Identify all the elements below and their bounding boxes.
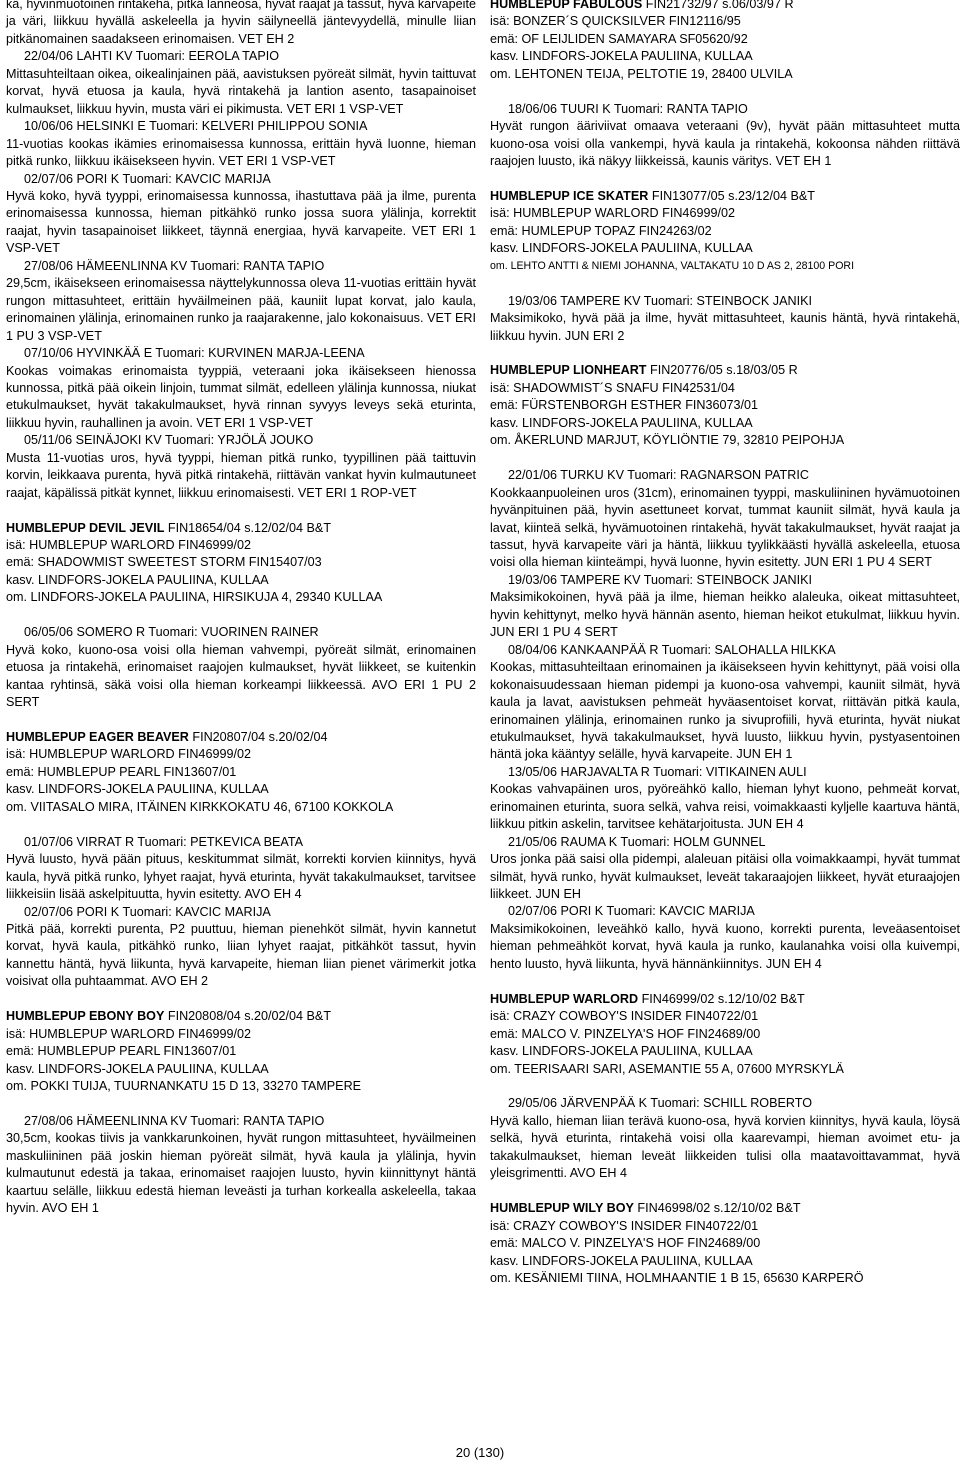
dog-name-line	[6, 729, 476, 746]
line-text: Musta 11-vuotias uros, hyvä tyyppi, hieman pitkä runko, tyypillinen pää taittuvin korvin, leikkaava purenta, hyvä pitkä rintakehä, riittävän vankat hyvin kulmautuneet raajat, käpälissä pitkät kynnet, liikkuu erinomaisesti. VET ERI 1 ROP-VET	[6, 450, 476, 500]
text-paragraph	[490, 48, 960, 65]
line-text: FIN20808/04 s.20/02/04 B&T	[164, 1009, 332, 1024]
text-paragraph	[6, 537, 476, 554]
dog-name: HUMBLEPUP WILY BOY	[490, 1201, 634, 1216]
text-paragraph	[6, 1130, 476, 1217]
text-paragraph	[6, 851, 476, 903]
text-paragraph	[6, 275, 476, 345]
line-text: isä: HUMBLEPUP WARLORD FIN46999/02	[6, 1026, 251, 1041]
line-text: om. LEHTONEN TEIJA, PELTOTIE 19, 28400 ULVILA	[490, 66, 793, 81]
line-text: 22/04/06 LAHTI KV Tuomari: EEROLA TAPIO	[24, 49, 280, 64]
line-text: kasv. LINDFORS-JOKELA PAULIINA, KULLAA	[490, 241, 753, 256]
line-text: om. POKKI TUIJA, TUURNANKATU 15 D 13, 33270 TAMPERE	[6, 1079, 362, 1094]
dog-name-line	[6, 1008, 476, 1025]
dog-name: HUMBLEPUP EAGER BEAVER	[6, 729, 189, 744]
line-text: 27/08/06 HÄMEENLINNA KV Tuomari: RANTA TAPIO	[24, 1113, 325, 1128]
text-paragraph	[490, 1061, 960, 1078]
text-paragraph	[6, 746, 476, 763]
show-judge-line	[6, 624, 476, 641]
text-paragraph	[490, 851, 960, 903]
text-paragraph	[490, 380, 960, 397]
dog-name: HUMBLEPUP LIONHEART	[490, 363, 647, 378]
text-paragraph	[6, 0, 476, 48]
dog-name-line	[490, 0, 960, 13]
line-text: emä: HUMBLEPUP PEARL FIN13607/01	[6, 764, 237, 779]
text-paragraph	[490, 205, 960, 222]
text-paragraph	[490, 485, 960, 572]
line-text: Hyvä koko, hyvä tyyppi, erinomaisessa kunnossa, ihastuttava pää ja ilme, purenta erinomaisessa kunnossa, hieman pitkähkö runko jossa suora ylälinja, korrektit raajat, hyvin tasapainoiset liikkeet, täynnä energiaa, hyvä karvapeite. VET ERI 1 VSP-VET	[6, 188, 476, 256]
text-paragraph	[6, 363, 476, 433]
line-text: FIN20807/04 s.20/02/04	[188, 729, 328, 744]
show-judge-line	[490, 101, 960, 118]
line-text: isä: CRAZY COWBOY'S INSIDER FIN40722/01	[490, 1009, 759, 1024]
line-text: 02/07/06 PORI K Tuomari: KAVCIC MARIJA	[24, 904, 271, 919]
dog-name-line	[490, 1200, 960, 1217]
spacer	[490, 1183, 960, 1200]
text-paragraph	[6, 799, 476, 816]
show-judge-line	[490, 572, 960, 589]
text-paragraph	[490, 1235, 960, 1252]
line-text: 06/05/06 SOMERO R Tuomari: VUORINEN RAINER	[24, 625, 319, 640]
document-page	[4, 0, 960, 1467]
spacer	[490, 973, 960, 990]
line-text: emä: MALCO V. PINZELYA'S HOF FIN24689/00	[490, 1026, 761, 1041]
text-paragraph	[490, 1026, 960, 1043]
show-judge-line	[6, 904, 476, 921]
line-text: kä, hyvinmuotoinen rintakehä, pitkä lanneosa, hyvät raajat ja tassut, hyvä karvapeite ja väri, liikkuu hyvällä askeleella ja hyvin säilyneellä jäntevyydellä, minulle liian pitkänomainen saadakseen erinomaisen. VET EH 2	[6, 0, 476, 46]
text-paragraph	[490, 66, 960, 83]
text-paragraph	[490, 415, 960, 432]
spacer	[6, 607, 476, 624]
show-judge-line	[490, 834, 960, 851]
text-paragraph	[6, 572, 476, 589]
text-paragraph	[490, 13, 960, 30]
line-text: emä: OF LEIJLIDEN SAMAYARA SF05620/92	[490, 31, 748, 46]
line-text: Kookas, mittasuhteiltaan erinomainen ja ikäisekseen hyvin kehittynyt, pää voisi olla kokonaisuudessaan hieman pidempi ja kuono-osa vahvempi, kauniit silmät, hyvä kaula ja lavat, aavistuksen pehmeät hyväasentoiset korvat, riittävän pitkä kaula, erinomainen ylälinja, erinomainen runko ja sivuprofiili, hyvä eturinta, hyvät niukat etukulmaukset, hyvä takakulmaukset, hyvä luusto, liikkuu hyvin, pystyasentoinen häntä joka kääntyy selälle, hyvä karvapeite. JUN EH 1	[490, 660, 960, 762]
text-paragraph	[490, 240, 960, 257]
line-text: isä: HUMBLEPUP WARLORD FIN46999/02	[6, 747, 251, 762]
line-text: Kookas voimakas erinomaista tyyppiä, veteraani joka ikäisekseen hienossa kunnossa, pitkä pää oikein linjoin, tummat silmät, edelleen ylälinja kunnossa, niukat etukulmaukset, hyvät takakulmaukset, hyvä rinnan syvyys leveys sekä eturinta, liikkuu hyvin, rauhallinen ja avoin. VET ERI 1 VSP-VET	[6, 363, 476, 430]
line-text: kasv. LINDFORS-JOKELA PAULIINA, KULLAA	[6, 782, 269, 797]
line-text: Pitkä pää, korrekti purenta, P2 puuttuu, hieman pienehköt silmät, hyvin kannetut korvat, hyvä kaula, pitkähkö runko, liian lyhyet raajat, pitkähköt tassut, hyvin kannettu häntä, hyvä liikunta, hyvä karvapeite, hieman liian pienet värimerkit jotka voisivat olla puhtaammat. AVO EH 2	[6, 921, 476, 989]
line-text: kasv. LINDFORS-JOKELA PAULIINA, KULLAA	[6, 1061, 269, 1076]
show-judge-line	[490, 642, 960, 659]
line-text: kasv. LINDFORS-JOKELA PAULIINA, KULLAA	[6, 572, 269, 587]
dog-name-line	[490, 362, 960, 379]
text-paragraph	[490, 31, 960, 48]
line-text: 11-vuotias kookas ikämies erinomaisessa kunnossa, erittäin hyvä luonne, hieman pitkä runko, liikkuu ikäisekseen hyvin. VET ERI 1 VSP-VET	[6, 136, 476, 169]
text-paragraph	[490, 1043, 960, 1060]
dog-name: HUMBLEPUP FABULOUS	[490, 0, 643, 11]
text-paragraph	[6, 136, 476, 171]
line-text: kasv. LINDFORS-JOKELA PAULIINA, KULLAA	[490, 1253, 753, 1268]
text-paragraph	[6, 781, 476, 798]
line-text: 18/06/06 TUURI K Tuomari: RANTA TAPIO	[508, 101, 748, 116]
line-text: emä: FÜRSTENBORGH ESTHER FIN36073/01	[490, 398, 759, 413]
dog-name: HUMBLEPUP DEVIL JEVIL	[6, 520, 165, 535]
text-paragraph	[6, 66, 476, 118]
page-number: 20 (130)	[455, 1445, 505, 1460]
line-text: FIN46999/02 s.12/10/02 B&T	[638, 991, 805, 1006]
line-text: isä: HUMBLEPUP WARLORD FIN46999/02	[6, 538, 251, 553]
line-text: Hyvät rungon ääriviivat omaava veteraani (9v), hyvät pään mittasuhteet mutta kuono-osa voisi olla vankempi, hyvä kaula ja rintakehä, kokoonsa nähden riittävä raajojen luusto, ikä näkyy liikkeissä, kaunis väritys. VET EH 1	[490, 119, 960, 169]
line-text: om. TEERISAARI SARI, ASEMANTIE 55 A, 07600 MYRSKYLÄ	[490, 1061, 844, 1076]
line-text: 05/11/06 SEINÄJOKI KV Tuomari: YRJÖLÄ JOUKO	[24, 433, 314, 448]
dog-name: HUMBLEPUP ICE SKATER	[490, 188, 649, 203]
text-paragraph	[6, 1078, 476, 1095]
line-text: Hyvä luusto, hyvä pään pituus, keskitummat silmät, korrekti korvien kiinnitys, hyvä kaula, hyvä pitkä runko, lyhyet raajat, hyvä eturinta, hyvät takakulmaukset, tarvitsee liikkeisiin lisää askelpituutta, hyvin esitetty. AVO EH 4	[6, 852, 476, 902]
spacer	[490, 1078, 960, 1095]
line-text: om. LINDFORS-JOKELA PAULIINA, HIRSIKUJA 4, 29340 KULLAA	[6, 590, 383, 605]
line-text: 02/07/06 PORI K Tuomari: KAVCIC MARIJA	[24, 171, 271, 186]
line-text: 30,5cm, kookas tiivis ja vankkarunkoinen, hyvät rungon mittasuhteet, hyväilmeinen maskuliininen pää joskin hieman pyöreät silmät, hyvä kaula ja ylälinja, hyvin kulmautunut edestä ja takaa, erinomaiset raajojen luusto, hyvin kiinnittynyt häntä kaartuu selälle, liikkuu edestä hieman leveästi ja turhan korkealla askeleella, takaa hyvin. AVO EH 1	[6, 1131, 476, 1216]
line-text: FIN18654/04 s.12/02/04 B&T	[164, 520, 332, 535]
show-judge-line	[6, 345, 476, 362]
spacer	[6, 1095, 476, 1112]
text-paragraph	[490, 1218, 960, 1235]
text-paragraph	[490, 397, 960, 414]
show-judge-line	[6, 171, 476, 188]
text-paragraph	[490, 1113, 960, 1183]
line-text: emä: SHADOWMIST SWEETEST STORM FIN15407/03	[6, 555, 322, 570]
line-text: 29,5cm, ikäisekseen erinomaisessa näyttelykunnossa oleva 11-vuotias erittäin hyvät rungon mittasuhteet, erittäin hyväilmeinen pää, kauniit lupat korvat, jalo kaula, erinomainen ylälinja, erinomainen runko ja raajarakenne, jalo kokonaisuus. VET ERI 1 PU 3 VSP-VET	[6, 276, 476, 343]
line-text: om. LEHTO ANTTI & NIEMI JOHANNA, VALTAKATU 10 D AS 2, 28100 PORI	[490, 259, 855, 272]
line-text: 07/10/06 HYVINKÄÄ E Tuomari: KURVINEN MARJA-LEENA	[24, 346, 365, 361]
dog-name: HUMBLEPUP WARLORD	[490, 991, 639, 1006]
dog-name-line	[490, 991, 960, 1008]
text-paragraph	[490, 432, 960, 449]
line-text: isä: SHADOWMIST´S SNAFU FIN42531/04	[490, 380, 735, 395]
text-paragraph	[490, 1008, 960, 1025]
line-text: 27/08/06 HÄMEENLINNA KV Tuomari: RANTA TAPIO	[24, 258, 325, 273]
show-judge-line	[490, 764, 960, 781]
line-text: Uros jonka pää saisi olla pidempi, alaleuan pitäisi olla voimakkaampi, hyvät tummat silmät, hyvä runko, hyvät kulmaukset, leveät takaraajojen liikkeet, hyvät eturaajojen liikkeet. JUN EH	[490, 852, 960, 902]
dog-name: HUMBLEPUP EBONY BOY	[6, 1009, 165, 1024]
text-paragraph	[490, 589, 960, 641]
text-paragraph	[6, 589, 476, 606]
line-text: Kookkaanpuoleinen uros (31cm), erinomainen tyyppi, maskuliininen hyvämuotoinen hyvänpituinen pää, hyvin asettuneet korvat, tummat kauniit silmät, hyvä kaula ja lavat, kiinteä selkä, hyvämuotoinen rintakehä, hyvät takakulmaukset, hyvät raajat ja tassut, hyvä karvapeite väri ja häntä, liikkuu tyylikkäästi hyvällä askeleella, etuosa voisi olla hieman kiinteämpi, hyvä luonne, hyvin esitetty. JUN ERI 1 PU 4 SERT	[490, 485, 960, 570]
line-text: Maksimikokoinen, hyvä pää ja ilme, hieman heikko alaleuka, oikeat mittasuhteet, hyvin kehittynyt, melko hyvä hännän asento, hieman heikot etukulmat, liikkuu hyvin. JUN ERI 1 PU 4 SERT	[490, 590, 960, 640]
text-paragraph	[490, 258, 960, 275]
line-text: 08/04/06 KANKAANPÄÄ R Tuomari: SALOHALLA HILKKA	[508, 642, 836, 657]
spacer	[6, 502, 476, 519]
text-paragraph	[490, 223, 960, 240]
line-text: FIN20776/05 s.18/03/05 R	[646, 363, 798, 378]
spacer	[6, 816, 476, 833]
line-text: kasv. LINDFORS-JOKELA PAULIINA, KULLAA	[490, 49, 753, 64]
line-text: isä: BONZER´S QUICKSILVER FIN12116/95	[490, 14, 741, 29]
line-text: 01/07/06 VIRRAT R Tuomari: PETKEVICA BEATA	[24, 834, 304, 849]
line-text: emä: HUMBLEPUP PEARL FIN13607/01	[6, 1044, 237, 1059]
text-paragraph	[6, 921, 476, 991]
line-text: FIN13077/05 s.23/12/04 B&T	[648, 188, 815, 203]
left-column	[6, 0, 476, 1218]
dog-name-line	[490, 188, 960, 205]
text-paragraph	[490, 310, 960, 345]
line-text: 22/01/06 TURKU KV Tuomari: RAGNARSON PATRIC	[508, 468, 809, 483]
show-judge-line	[490, 903, 960, 920]
line-text: emä: MALCO V. PINZELYA'S HOF FIN24689/00	[490, 1236, 761, 1251]
line-text: Hyvä koko, kuono-osa voisi olla hieman vahvempi, pyöreät silmät, erinomainen etuosa ja rintakehä, erinomaiset raajojen kulmaukset, hyvät liikkeet, se kuitenkin kantaa ryhtinsä, säkä voisi olla hieman korkeampi liikkeessä. AVO ERI 1 PU 2 SERT	[6, 642, 476, 710]
show-judge-line	[6, 48, 476, 65]
text-paragraph	[6, 188, 476, 258]
show-judge-line	[6, 258, 476, 275]
line-text: 13/05/06 HARJAVALTA R Tuomari: VITIKAINEN AULI	[508, 764, 807, 779]
text-paragraph	[6, 1061, 476, 1078]
line-text: emä: HUMLEPUP TOPAZ FIN24263/02	[490, 223, 712, 238]
line-text: Kookas vahvapäinen uros, pyöreähkö kallo, hieman lyhyt kuono, pehmeät korvat, erinomainen eturinta, suora selkä, vahva reisi, voimakkaasti kyljelle kaartuva häntä, liikkuu pitkin askelin, tarvitsee kehätarjoitusta. JUN EH 4	[490, 782, 960, 832]
text-paragraph	[490, 659, 960, 764]
text-paragraph	[490, 118, 960, 170]
show-judge-line	[6, 834, 476, 851]
show-judge-line	[6, 1113, 476, 1130]
line-text: om. KESÄNIEMI TIINA, HOLMHAANTIE 1 B 15, 65630 KARPERÖ	[490, 1270, 864, 1285]
right-column	[490, 0, 960, 1287]
text-paragraph	[490, 921, 960, 973]
text-paragraph	[6, 1043, 476, 1060]
line-text: 19/03/06 TAMPERE KV Tuomari: STEINBOCK JANIKI	[508, 572, 812, 587]
show-judge-line	[490, 467, 960, 484]
line-text: Maksimikokoinen, leveähkö kallo, hyvä kuono, korrekti purenta, leveäasentoiset hieman pehmeähköt korvat, hyvä kaula ja runko, kaulanahka voisi olla kuivempi, hento luusto, hyvä liikunta, hyvä hännänkiinnitys. JUN EH 4	[490, 921, 960, 971]
dog-name-line	[6, 520, 476, 537]
text-paragraph	[6, 554, 476, 571]
text-paragraph	[490, 1253, 960, 1270]
spacer	[6, 712, 476, 729]
line-text: 19/03/06 TAMPERE KV Tuomari: STEINBOCK JANIKI	[508, 293, 812, 308]
show-judge-line	[6, 432, 476, 449]
text-paragraph	[490, 781, 960, 833]
spacer	[490, 171, 960, 188]
text-paragraph	[490, 1270, 960, 1287]
line-text: om. VIITASALO MIRA, ITÄINEN KIRKKOKATU 46, 67100 KOKKOLA	[6, 799, 394, 814]
spacer	[6, 991, 476, 1008]
line-text: 02/07/06 PORI K Tuomari: KAVCIC MARIJA	[508, 904, 755, 919]
show-judge-line	[6, 118, 476, 135]
line-text: Maksimikoko, hyvä pää ja ilme, hyvät mittasuhteet, kaunis häntä, hyvä rintakehä, liikkuu hyvin. JUN ERI 2	[490, 311, 960, 343]
text-paragraph	[6, 764, 476, 781]
line-text: isä: HUMBLEPUP WARLORD FIN46999/02	[490, 206, 735, 221]
spacer	[490, 275, 960, 292]
text-paragraph	[6, 1026, 476, 1043]
line-text: isä: CRAZY COWBOY'S INSIDER FIN40722/01	[490, 1218, 759, 1233]
line-text: 29/05/06 JÄRVENPÄÄ K Tuomari: SCHILL ROBERTO	[508, 1096, 813, 1111]
line-text: kasv. LINDFORS-JOKELA PAULIINA, KULLAA	[490, 1044, 753, 1059]
spacer	[490, 345, 960, 362]
line-text: 21/05/06 RAUMA K Tuomari: HOLM GUNNEL	[508, 834, 766, 849]
spacer	[490, 83, 960, 100]
line-text: kasv. LINDFORS-JOKELA PAULIINA, KULLAA	[490, 415, 753, 430]
text-paragraph	[6, 642, 476, 712]
line-text: om. ÅKERLUND MARJUT, KÖYLIÖNTIE 79, 32810 PEIPOHJA	[490, 433, 845, 448]
text-paragraph	[6, 450, 476, 502]
line-text: 10/06/06 HELSINKI E Tuomari: KELVERI PHILIPPOU SONIA	[24, 119, 368, 134]
line-text: Hyvä kallo, hieman liian terävä kuono-osa, hyvä korvien kiinnitys, hyvä kaula, löysä selkä, hyvä eturinta, rintakehä voisi olla kaarevampi, hieman avoimet etu- ja takakulmaukset, hieman leveät liikkeiden tulisi olla maatavoittavammat, hyvä yleisgrimentti. AVO EH 4	[490, 1113, 960, 1181]
show-judge-line	[490, 293, 960, 310]
line-text: FIN46998/02 s.12/10/02 B&T	[633, 1201, 801, 1216]
line-text: FIN21732/97 s.06/03/97 R	[642, 0, 794, 11]
spacer	[490, 450, 960, 467]
line-text: Mittasuhteiltaan oikea, oikealinjainen pää, aavistuksen pyöreät silmät, hyvin taittuvat korvat, hyvä etuosa ja kaula, hyvä rintakehä ja lantion asento, tasapainoiset kulmaukset, liikkuu hyvin, musta väri ei pikimusta. VET ERI 1 VSP-VET	[6, 66, 476, 116]
show-judge-line	[490, 1095, 960, 1112]
